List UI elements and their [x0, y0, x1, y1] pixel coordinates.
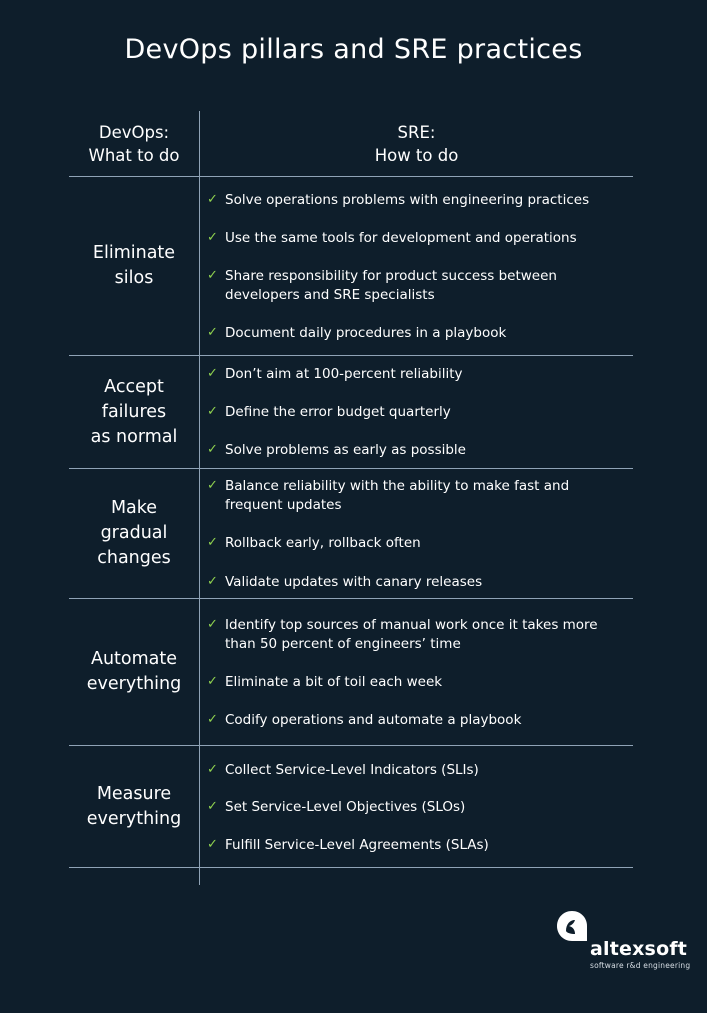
check-icon: ✓ [207, 799, 218, 814]
altexsoft-logo-icon [556, 910, 588, 942]
table-row-accept-failures [69, 356, 633, 468]
table-row-automate-everything [69, 599, 633, 745]
table-row-eliminate-silos [69, 177, 633, 355]
practice-text: Set Service-Level Objectives (SLOs) [225, 799, 466, 815]
check-icon: ✓ [207, 268, 218, 283]
practice-text: Validate updates with canary releases [225, 574, 483, 590]
practice-text: Document daily procedures in a playbook [225, 325, 507, 341]
check-icon: ✓ [207, 574, 218, 589]
practice-text: Don’t aim at 100-percent reliability [225, 366, 463, 382]
practice-text: Eliminate a bit of toil each week [225, 674, 443, 690]
check-icon: ✓ [207, 837, 218, 852]
check-icon: ✓ [207, 478, 218, 493]
logo-tagline: software r&d engineering [590, 961, 691, 970]
check-icon: ✓ [207, 366, 218, 381]
table-header [69, 111, 633, 177]
practice-text: Balance reliability with the ability to make fast and frequent updates [225, 478, 570, 513]
table-row-gradual-changes [69, 469, 633, 598]
header-devops [69, 111, 199, 177]
practice-text: Codify operations and automate a playbook [225, 712, 522, 728]
header-sre [200, 111, 633, 177]
pillar-label: Eliminate silos [92, 243, 176, 288]
pillar-label: Make gradual changes [97, 498, 171, 568]
check-icon: ✓ [207, 192, 218, 207]
check-icon: ✓ [207, 712, 218, 727]
check-icon: ✓ [207, 442, 218, 457]
pillar-label: Automate everything [86, 649, 182, 694]
logo-wordmark: altexsoft [590, 938, 688, 960]
practice-text: Rollback early, rollback often [225, 535, 421, 551]
table-row-measure-everything [69, 746, 633, 867]
check-icon: ✓ [207, 535, 218, 550]
check-icon: ✓ [207, 674, 218, 689]
practice-text: Define the error budget quarterly [225, 404, 451, 420]
practice-text: Share responsibility for product success between developers and SRE specialists [225, 268, 557, 303]
page-title: DevOps pillars and SRE practices [124, 34, 583, 65]
header-devops-label: DevOps: What to do [88, 123, 180, 165]
practice-text: Fulfill Service-Level Agreements (SLAs) [225, 837, 489, 853]
check-icon: ✓ [207, 230, 218, 245]
practice-text: Solve problems as early as possible [225, 442, 466, 458]
pillar-label: Measure everything [86, 783, 182, 829]
check-icon: ✓ [207, 762, 218, 777]
row-divider [69, 867, 633, 868]
brand-logo [556, 910, 696, 970]
practice-text: Use the same tools for development and operations [225, 230, 577, 246]
practice-text: Solve operations problems with engineering practices [225, 192, 590, 208]
practice-text: Identify top sources of manual work once it takes more than 50 percent of engineers’ time [225, 617, 598, 652]
check-icon: ✓ [207, 325, 218, 340]
header-sre-label: SRE: How to do [374, 123, 459, 165]
check-icon: ✓ [207, 617, 218, 632]
practice-text: Collect Service-Level Indicators (SLIs) [225, 762, 479, 778]
check-icon: ✓ [207, 404, 218, 419]
pillar-label: Accept failures as normal [90, 376, 178, 447]
